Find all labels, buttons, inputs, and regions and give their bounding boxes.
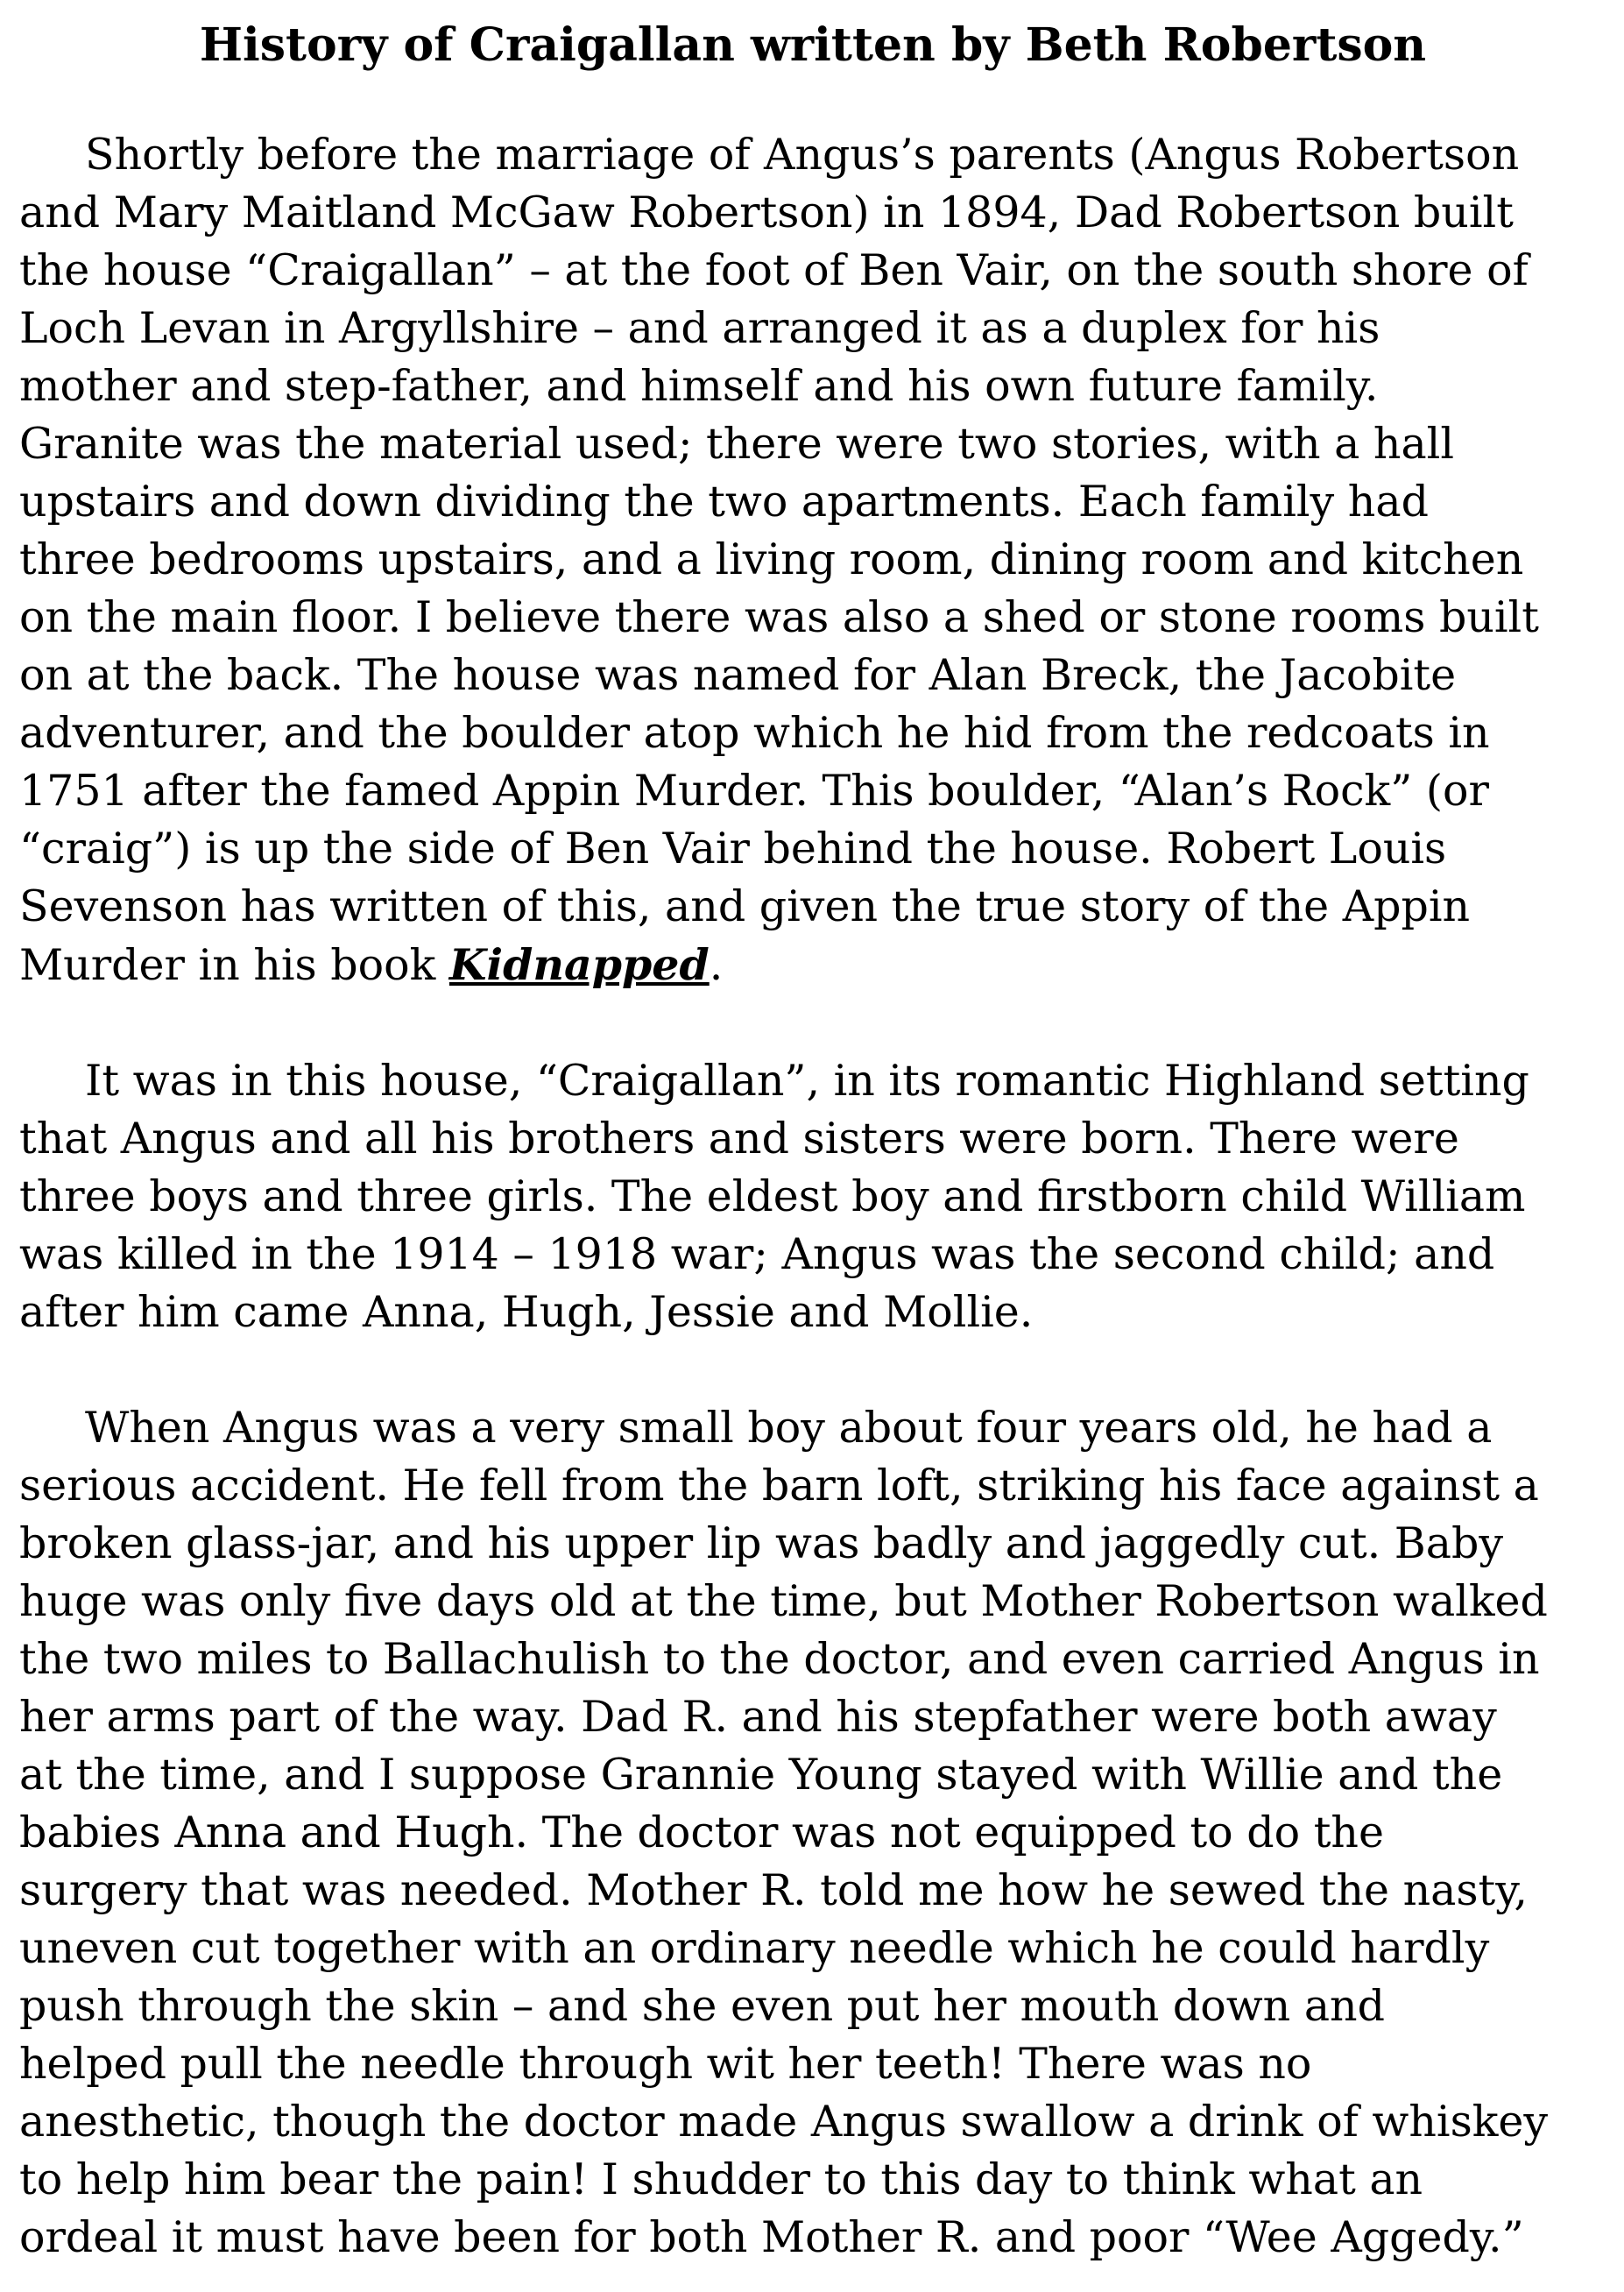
- paragraph-line: Sevenson has written of this, and given the true story of the Appin: [19, 881, 1471, 931]
- paragraph-line: push through the skin – and she even put her mouth down and: [19, 1981, 1385, 2031]
- paragraph-line: at the time, and I suppose Grannie Young stayed with Willie and the: [19, 1750, 1503, 1800]
- book-title: Kidnapped: [448, 939, 710, 990]
- paragraph-line: uneven cut together with an ordinary needle which he could hardly: [19, 1923, 1490, 1973]
- paragraph-line: three bedrooms upstairs, and a living room, dining room and kitchen: [19, 534, 1524, 584]
- paragraph-line: to help him bear the pain! I shudder to this day to think what an: [19, 2154, 1423, 2204]
- paragraph-line: It was in this house, “Craigallan”, in its romantic Highland setting: [85, 1056, 1529, 1106]
- paragraph-line: 1751 after the famed Appin Murder. This boulder, “Alan’s Rock” (or: [19, 766, 1489, 816]
- paragraph-line: after him came Anna, Hugh, Jessie and Mollie.: [19, 1287, 1034, 1337]
- paragraph-line: her arms part of the way. Dad R. and his stepfather were both away: [19, 1692, 1497, 1742]
- paragraph-line: the two miles to Ballachulish to the doctor, and even carried Angus in: [19, 1634, 1540, 1684]
- last-line-suffix: .: [709, 940, 724, 990]
- last-line-prefix: Murder in his book: [19, 940, 449, 990]
- paragraph-line: on the main floor. I believe there was also a shed or stone rooms built: [19, 592, 1539, 642]
- paragraph-spacer: [19, 994, 1606, 1052]
- paragraph-line: Shortly before the marriage of Angus’s parents (Angus Robertson: [85, 130, 1520, 180]
- paragraph-line: broken glass-jar, and his upper lip was badly and jaggedly cut. Baby: [19, 1518, 1504, 1568]
- paragraph-line: surgery that was needed. Mother R. told me how he sewed the nasty,: [19, 1865, 1528, 1915]
- paragraph-line: helped pull the needle through wit her teeth! There was no: [19, 2039, 1312, 2089]
- paragraph-line: adventurer, and the boulder atop which he hid from the redcoats in: [19, 708, 1490, 758]
- paragraph-line: Loch Levan in Argyllshire – and arranged it as a duplex for his: [19, 303, 1380, 353]
- paragraph-line: was killed in the 1914 – 1918 war; Angus was the second child; and: [19, 1229, 1495, 1279]
- paragraph-line: three boys and three girls. The eldest boy and firstborn child William: [19, 1171, 1526, 1221]
- paragraph-line: Granite was the material used; there were two stories, with a hall: [19, 419, 1455, 469]
- paragraph-last-line: [19, 936, 1606, 994]
- paragraph-line: babies Anna and Hugh. The doctor was not equipped to do the: [19, 1807, 1384, 1857]
- paragraph-line: mother and step-father, and himself and his own future family.: [19, 361, 1379, 411]
- paragraph-3: [19, 1399, 1606, 2267]
- paragraph-line: When Angus was a very small boy about four years old, he had a: [85, 1403, 1493, 1453]
- paragraph-line: and Mary Maitland McGaw Robertson) in 1894, Dad Robertson built: [19, 187, 1514, 237]
- paragraph-1: [19, 126, 1606, 994]
- paragraph-line: on at the back. The house was named for Alan Breck, the Jacobite: [19, 650, 1457, 700]
- paragraph-line: huge was only five days old at the time, but Mother Robertson walked: [19, 1576, 1548, 1626]
- paragraph-line: anesthetic, though the doctor made Angus swallow a drink of whiskey: [19, 2097, 1549, 2147]
- paragraph-line: ordeal it must have been for both Mother R. and poor “Wee Aggedy.”: [19, 2212, 1524, 2262]
- paragraph-line: that Angus and all his brothers and sisters were born. There were: [19, 1114, 1459, 1164]
- paragraph-line: serious accident. He fell from the barn loft, striking his face against a: [19, 1461, 1539, 1510]
- paragraph-2: [19, 1052, 1606, 1341]
- document-title: History of Craigallan written by Beth Robertson: [199, 18, 1427, 72]
- paragraph-line: “craig”) is up the side of Ben Vair behind the house. Robert Louis: [19, 824, 1447, 874]
- paragraph-spacer: [19, 1341, 1606, 1399]
- paragraph-line: the house “Craigallan” – at the foot of Ben Vair, on the south shore of: [19, 245, 1529, 295]
- paragraph-line: upstairs and down dividing the two apartments. Each family had: [19, 477, 1429, 527]
